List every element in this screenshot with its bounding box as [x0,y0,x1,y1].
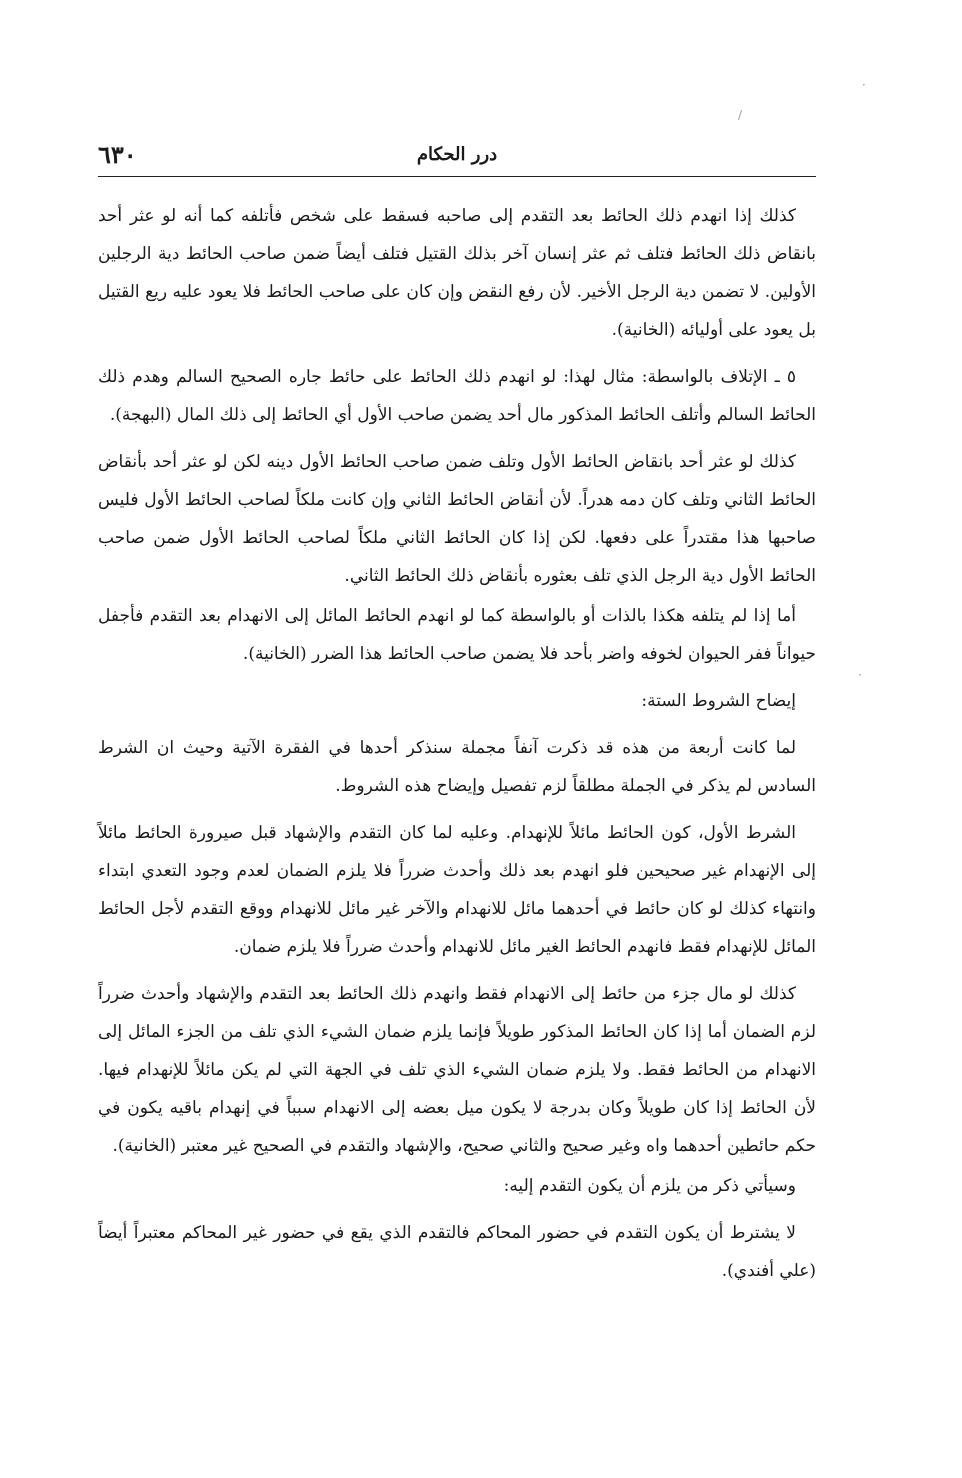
scan-speck: / [738,108,743,122]
page-body [98,197,816,1290]
paragraph: وسيأتي ذكر من يلزم أن يكون التقدم إليه: [503,1176,796,1196]
paragraph: لا يشترط أن يكون التقدم في حضور المحاكم فالتقدم الذي يقع في حضور غير المحاكم معتبراً أيضاً (علي أفندي). [98,1223,816,1281]
paragraph: ٥ ـ الإتلاف بالواسطة: مثال لهذا: لو انهدم ذلك الحائط على حائط جاره الصحيح السالم وهدم ذلك الحائط السالم وأتلف الحائط المذكور مال أحد يضمن صاحب الأول أي الحائط إلى ذلك المال (البهجة). [98,367,816,425]
page-header [98,138,816,177]
paragraph: لما كانت أربعة من هذه قد ذكرت آنفاً مجملة سنذكر أحدها في الفقرة الآتية وحيث ان الشرط السادس لم يذكر في الجملة مطلقاً لزم تفصيل وإيضاح هذه الشروط. [98,738,816,796]
scan-speck: · [862,78,866,92]
paragraph: كذلك لو مال جزء من حائط إلى الانهدام فقط وانهدم ذلك الحائط بعد التقدم والإشهاد وأحدث ضرراً لزم الضمان أما إذا كان الحائط المذكور طويلاً فإنما يلزم ضمان الشيء الذي تلف من الجزء المائل إلى الانهدام من الحائط فقط. ولا يلزم ضمان الشيء الذي تلف في الجهة التي لم يكن مائلاً للإنهدام فيها. لأن الحائط إذا كان طويلاً وكان بدرجة لا يكون ميل بعضه إلى الانهدام سبباً في إنهدام باقيه يكون في حكم حائطين أحدهما واه وغير صحيح والثاني صحيح، والإشهاد والتقدم في الصحيح غير معتبر (الخانية). [98,984,816,1156]
paragraph: أما إذا لم يتلفه هكذا بالذات أو بالواسطة كما لو انهدم الحائط المائل إلى الانهدام بعد التقدم فأجفل حيواناً ففر الحيوان لخوفه واضر بأحد فلا يضمن صاحب الحائط هذا الضرر (الخانية). [98,606,816,664]
running-title: درر الحكام [416,144,498,165]
page-number: ٦٣٠ [98,140,137,169]
book-page [98,138,816,1299]
paragraph: الشرط الأول، كون الحائط مائلاً للإنهدام. وعليه لما كان التقدم والإشهاد قبل صيرورة الحائط مائلاً إلى الإنهدام غير صحيحين فلو انهدم بعد ذلك وأحدث ضرراً فلا يلزم الضمان لعدم وجود التعدي ابتداء وانتهاء كذلك لو كان حائط في أحدهما مائل للانهدام والآخر غير مائل للانهدام ووقع التقدم لأجل الحائط المائل للإنهدام فقط فانهدم الحائط الغير مائل للانهدام وأحدث ضرراً فلا يلزم ضمان. [98,823,816,957]
paragraph: كذلك لو عثر أحد بانقاض الحائط الأول وتلف ضمن صاحب الحائط الأول دينه لكن لو عثر أحد بأنقاض الحائط الثاني وتلف كان دمه هدراً. لأن أنقاض الحائط الثاني وإن كانت ملكاً لصاحب الحائط الأول فليس صاحبها هذا مقتدراً على دفعها. لكن إذا كان الحائط الثاني ملكاً لصاحب الحائط الأول ضمن صاحب الحائط الأول دية الرجل الذي تلف بعثوره بأنقاض ذلك الحائط الثاني. [98,452,816,586]
scan-speck: · [858,668,862,682]
section-heading: إيضاح الشروط الستة: [641,691,796,711]
paragraph: كذلك إذا انهدم ذلك الحائط بعد التقدم إلى صاحبه فسقط على شخص فأتلفه كما أنه لو عثر أحد بانقاض ذلك الحائط فتلف ثم عثر إنسان آخر بذلك القتيل فتلف أيضاً ضمن صاحب الحائط دية الرجلين الأولين. لا تضمن دية الرجل الأخير. لأن رفع النقض وإن كان على صاحب الحائط فلا يعود عليه ريع القتيل بل يعود على أوليائه (الخانية). [98,206,816,340]
